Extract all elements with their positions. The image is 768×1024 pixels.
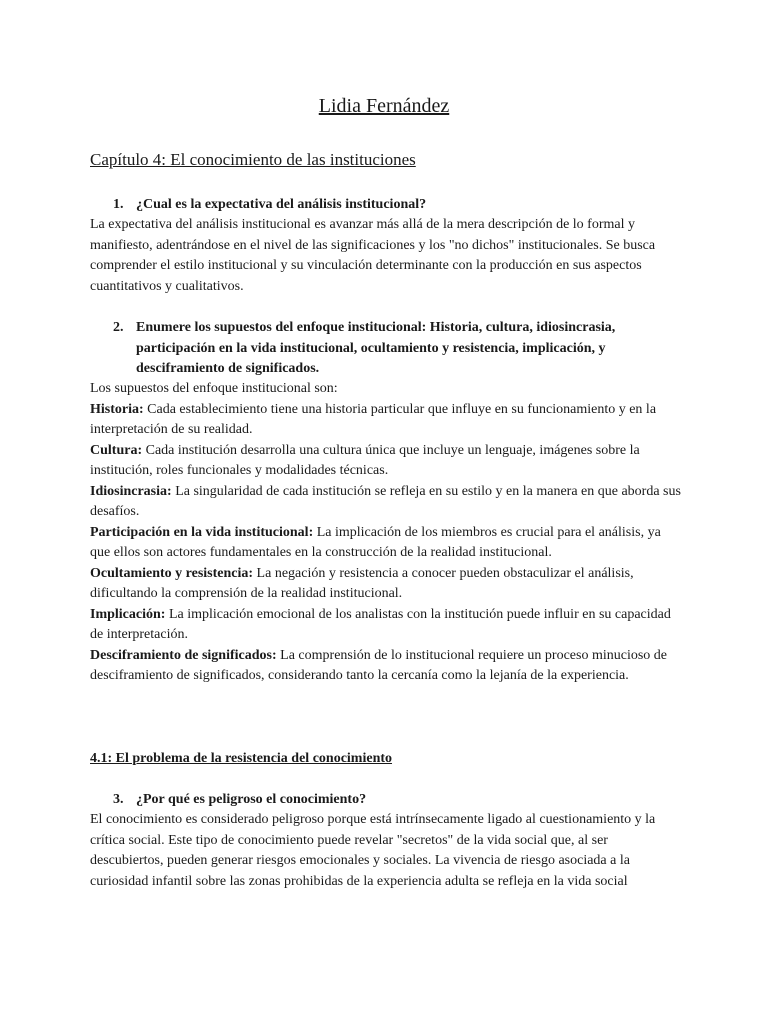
assumption-text: La comprensión de lo institucional requiere un proceso minucioso de desciframiento de significados, considerando tanto la cercanía como la lejanía de la experiencia.: [90, 647, 667, 683]
question-number: 1.: [113, 197, 124, 212]
assumption-historia: [90, 400, 682, 441]
question-2: [113, 318, 696, 380]
answer-3: [90, 810, 682, 892]
assumption-term: Historia:: [90, 401, 144, 417]
answer-intro: Los supuestos del enfoque institucional son:: [90, 381, 338, 396]
assumption-ocultamiento: [90, 564, 682, 605]
question-3: [113, 790, 696, 811]
assumption-term: Cultura:: [90, 442, 143, 458]
assumption-desciframiento: [90, 646, 682, 687]
assumption-text: Cada institución desarrolla una cultura única que incluye un lenguaje, imágenes sobre la institución, roles funcionales y modalidades técnicas.: [90, 442, 640, 478]
chapter-title: Capítulo 4: El conocimiento de las instituciones: [90, 150, 416, 169]
answer-2: [90, 379, 682, 687]
assumption-text: La singularidad de cada institución se refleja en su estilo y en la manera en que aborda sus desafíos.: [90, 483, 681, 519]
assumption-term: Ocultamiento y resistencia:: [90, 565, 254, 581]
question-text: ¿Cual es la expectativa del análisis institucional?: [136, 197, 427, 212]
assumption-term: Idiosincrasia:: [90, 483, 172, 499]
assumption-cultura: [90, 441, 682, 482]
section-title: 4.1: El problema de la resistencia del conocimiento: [90, 751, 393, 766]
question-number: 2.: [113, 320, 124, 335]
answer-paragraph: La expectativa del análisis institucional es avanzar más allá de la mera descripción de lo formal y manifiesto, adentrándose en el nivel de las significaciones y los "no dichos" institucionales. Se busca comprender el estilo institucional y su vinculación determinante con la producción en sus aspectos cuantitativos y cualitativos.: [90, 217, 656, 294]
answer-paragraph: El conocimiento es considerado peligroso porque está intrínsecamente ligado al cuestionamiento y la crítica social. Este tipo de conocimiento puede revelar "secretos" de la vida social que, al ser descubiertos, pueden generar riesgos emocionales y sociales. La vivencia de riesgo asociada a la curiosidad infantil sobre las zonas prohibidas de la experiencia adulta se refleja en la vida social: [90, 812, 656, 889]
assumption-text: La implicación de los miembros es crucial para el análisis, ya que ellos son actores fundamentales en la construcción de la realidad institucional.: [90, 524, 661, 560]
author-title: Lidia Fernández: [318, 95, 450, 117]
question-text: ¿Por qué es peligroso el conocimiento?: [136, 792, 367, 807]
assumption-text: La negación y resistencia a conocer pueden obstaculizar el análisis, dificultando la comprensión de la realidad institucional.: [90, 565, 634, 601]
answer-1: [90, 215, 682, 297]
question-1: [113, 195, 696, 216]
assumption-text: Cada establecimiento tiene una historia particular que influye en su funcionamiento y en la interpretación de su realidad.: [90, 401, 657, 437]
question-number: 3.: [113, 792, 124, 807]
assumption-implicacion: [90, 605, 682, 646]
assumption-term: Implicación:: [90, 606, 166, 622]
assumption-term: Participación en la vida institucional:: [90, 524, 314, 540]
assumption-participacion: [90, 523, 682, 564]
assumption-term: Desciframiento de significados:: [90, 647, 277, 663]
assumption-idiosincrasia: [90, 482, 682, 523]
question-text: Enumere los supuestos del enfoque institucional: Historia, cultura, idiosincrasia, participación en la vida institucional, ocultamiento y resistencia, implicación, y desciframiento de significados.: [136, 320, 616, 376]
assumption-text: La implicación emocional de los analistas con la institución puede influir en su capacidad de interpretación.: [90, 606, 671, 642]
